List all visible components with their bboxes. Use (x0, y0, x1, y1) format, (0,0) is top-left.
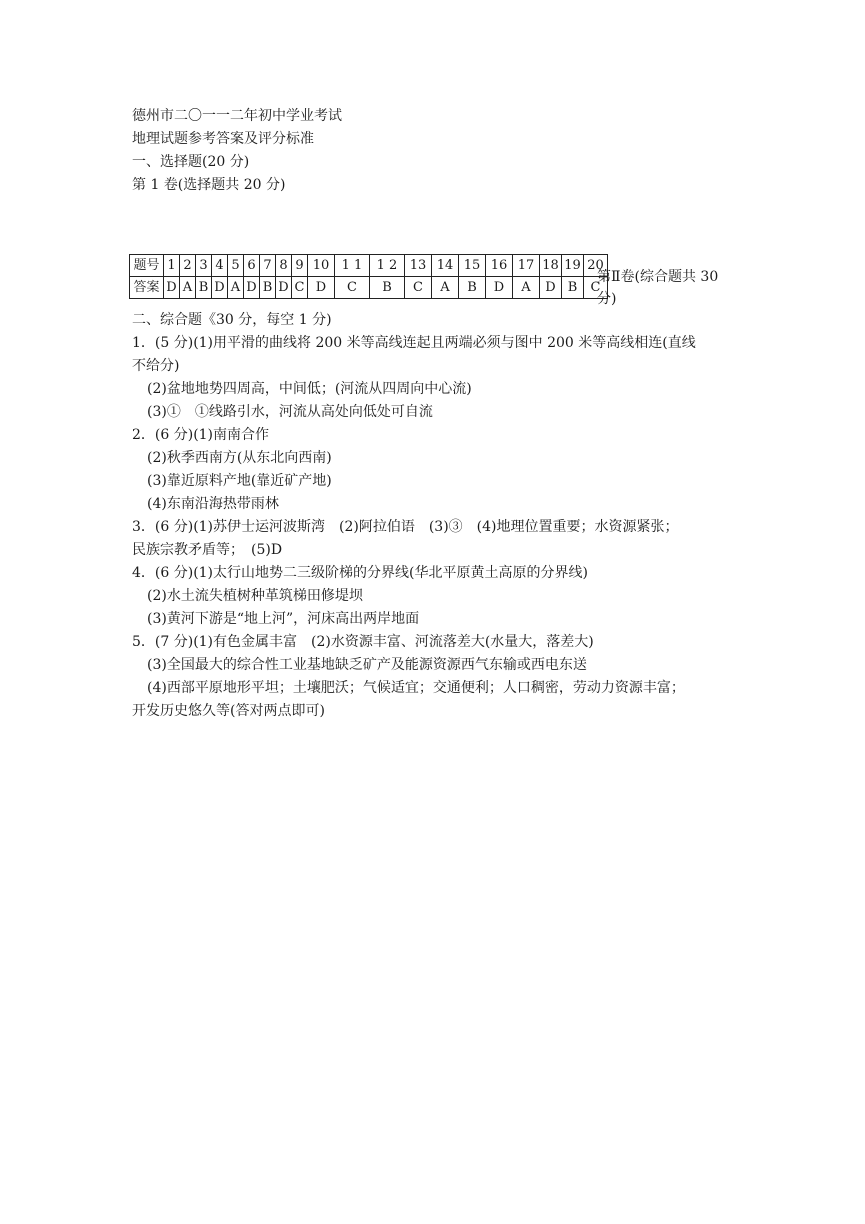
q2-line: (3)靠近原料产地(靠近矿产地) (147, 473, 332, 489)
q5-line: (3)全国最大的综合性工业基地缺乏矿产及能源资源西气东输或西电东送 (147, 657, 587, 673)
table-cell-number: 16 (486, 255, 513, 277)
answer-table (129, 254, 608, 299)
table-cell-answer: D (540, 277, 562, 299)
table-cell-answer: B (459, 277, 486, 299)
table-cell-answer: B (196, 277, 212, 299)
table-cell-number: 18 (540, 255, 562, 277)
table-header-number: 题号 (130, 255, 164, 277)
table-cell-number: 17 (513, 255, 540, 277)
table-cell-answer: D (244, 277, 260, 299)
table-cell-number: 19 (562, 255, 584, 277)
table-cell-number: 20 (584, 255, 608, 277)
table-cell-number: 9 (292, 255, 308, 277)
table-cell-answer: D (212, 277, 228, 299)
q2-line: (2)秋季西南方(从东北向西南) (147, 450, 332, 466)
table-cell-number: 13 (405, 255, 432, 277)
table-cell-answer: A (432, 277, 459, 299)
q1-line: 不给分) (132, 358, 180, 374)
table-cell-answer: C (335, 277, 370, 299)
table-cell-number: 1 (164, 255, 180, 277)
table-cell-answer: D (308, 277, 335, 299)
volume-2-line: 第Ⅱ卷(综合题共 30 (597, 269, 719, 285)
table-row-answers (130, 277, 608, 299)
exam-title: 德州市二〇一一二年初中学业考试 (132, 108, 342, 124)
table-cell-number: 1 1 (335, 255, 370, 277)
table-cell-answer: D (486, 277, 513, 299)
table-cell-answer: B (370, 277, 405, 299)
q2-line: 2．(6 分)(1)南南合作 (132, 427, 270, 443)
table-cell-answer: A (228, 277, 244, 299)
q1-line: (3)① ①线路引水，河流从高处向低处可自流 (147, 404, 433, 420)
table-cell-answer: C (584, 277, 608, 299)
table-cell-number: 15 (459, 255, 486, 277)
q5-line: (4)西部平原地形平坦；土壤肥沃；气候适宜；交通便利；人口稠密，劳动力资源丰富； (147, 680, 685, 696)
q3-line: 3．(6 分)(1)苏伊士运河波斯湾 (2)阿拉伯语 (3)③ (4)地理位置重要；水资源紧张； (132, 519, 679, 535)
q5-line: 开发历史悠久等(答对两点即可) (132, 703, 325, 719)
q1-line: (2)盆地地势四周高，中间低；(河流从四周向中心流) (147, 381, 472, 397)
table-cell-number: 3 (196, 255, 212, 277)
table-cell-answer: C (405, 277, 432, 299)
document-subtitle: 地理试题参考答案及评分标准 (132, 131, 314, 147)
table-cell-answer: D (276, 277, 292, 299)
table-cell-number: 5 (228, 255, 244, 277)
q3-line: 民族宗教矛盾等； (5)D (132, 542, 283, 558)
q4-line: 4．(6 分)(1)太行山地势二三级阶梯的分界线(华北平原黄土高原的分界线) (132, 565, 588, 581)
volume-2-line: 分) (597, 291, 617, 307)
q4-line: (2)水土流失植树种革筑梯田修堤坝 (147, 588, 363, 604)
table-cell-answer: D (164, 277, 180, 299)
q1-line: 1．(5 分)(1)用平滑的曲线将 200 米等高线连起且两端必须与图中 200 米等高线相连(直线 (132, 335, 696, 351)
section-choice-heading: 一、选择题(20 分) (132, 154, 250, 170)
volume-1-heading: 第 1 卷(选择题共 20 分) (132, 177, 286, 193)
table-cell-number: 1 2 (370, 255, 405, 277)
section-composite-heading: 二、综合题《30 分，每空 1 分) (132, 312, 332, 328)
table-cell-number: 14 (432, 255, 459, 277)
table-cell-number: 6 (244, 255, 260, 277)
table-cell-answer: B (260, 277, 276, 299)
table-row-numbers (130, 255, 608, 277)
table-cell-answer: A (513, 277, 540, 299)
table-cell-number: 7 (260, 255, 276, 277)
table-header-answer: 答案 (130, 277, 164, 299)
q4-line: (3)黄河下游是“地上河”，河床高出两岸地面 (147, 611, 420, 627)
q2-line: (4)东南沿海热带雨林 (147, 496, 279, 512)
volume-2-heading (597, 266, 718, 310)
table-cell-answer: C (292, 277, 308, 299)
q5-line: 5．(7 分)(1)有色金属丰富 (2)水资源丰富、河流落差大(水量大，落差大) (132, 634, 594, 650)
table-cell-number: 8 (276, 255, 292, 277)
table-cell-answer: B (562, 277, 584, 299)
table-cell-number: 10 (308, 255, 335, 277)
table-cell-answer: A (180, 277, 196, 299)
table-cell-number: 4 (212, 255, 228, 277)
table-cell-number: 2 (180, 255, 196, 277)
